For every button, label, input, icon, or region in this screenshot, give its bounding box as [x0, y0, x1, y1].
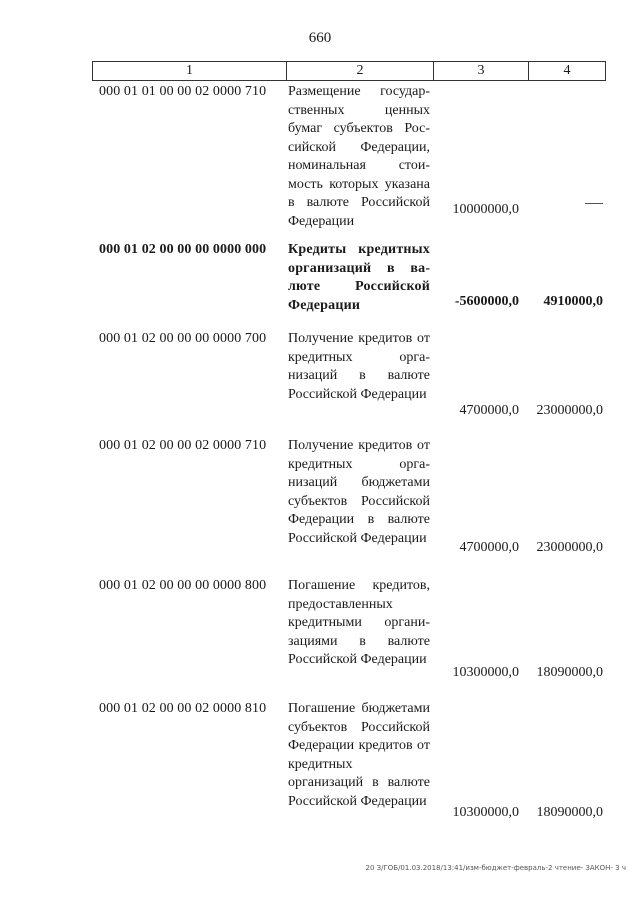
budget-code: 000 01 01 00 00 02 0000 710 [99, 84, 267, 99]
value-col-3: 10000000,0 [452, 201, 519, 217]
value-col-3: 10300000,0 [452, 664, 519, 680]
page-number: 660 [308, 30, 332, 46]
value-col-3: 4700000,0 [459, 539, 519, 555]
value-col-4: 23000000,0 [536, 402, 603, 418]
table-row [0, 437, 640, 557]
value-col-3: 10300000,0 [452, 804, 519, 820]
budget-code: 000 01 02 00 00 00 0000 000 [99, 242, 267, 257]
item-name: Получение кредитов от кредитных организаций бюджетами субъектов Российской Федерации в валюте Российской Федерации [288, 438, 430, 546]
budget-code: 000 01 02 00 00 02 0000 710 [99, 438, 267, 453]
budget-code: 000 01 02 00 00 00 0000 700 [99, 331, 267, 346]
value-col-4: 23000000,0 [536, 539, 603, 555]
table-row [0, 577, 640, 682]
budget-code: 000 01 02 00 00 02 0000 810 [99, 701, 267, 716]
header-col-1: 1 [186, 63, 193, 78]
item-name: Погашение кредитов, предоставленных кредитными организациями в валюте Российской Федерации [288, 578, 430, 667]
dash-mark [585, 203, 603, 204]
header-col-3: 3 [433, 62, 528, 80]
item-name: Кредиты кредитных организаций в валюте Российской Федерации [288, 242, 430, 313]
value-col-4: 4910000,0 [543, 293, 603, 309]
value-col-3: -5600000,0 [454, 293, 519, 309]
document-footer: 20 З/ГОБ/01.03.2018/13:41/изм-бюджет-февраль-2 чтение- ЗАКОН- 3 ч [365, 864, 626, 872]
value-col-4: 18090000,0 [536, 664, 603, 680]
item-name: Погашение бюджетами субъектов Российской Федерации кредитов от кредитных организаций в валюте Российской Федерации [288, 701, 430, 809]
table-row [0, 241, 640, 311]
header-col-2: 2 [286, 62, 433, 80]
item-name: Получение кредитов от кредитных организаций в валюте Российской Федерации [288, 331, 430, 402]
item-name: Размещение государственных ценных бумаг субъектов Российской Федерации, номинальная стоимость которых указана в валюте Российской Федерации [288, 84, 430, 229]
value-col-4-dash [585, 195, 603, 214]
table-row [0, 700, 640, 822]
table-header [92, 61, 606, 81]
budget-code: 000 01 02 00 00 00 0000 800 [99, 578, 267, 593]
table-row [0, 83, 640, 229]
value-col-4: 18090000,0 [536, 804, 603, 820]
table-row [0, 330, 640, 420]
value-col-3: 4700000,0 [459, 402, 519, 418]
header-col-4: 4 [528, 62, 605, 80]
